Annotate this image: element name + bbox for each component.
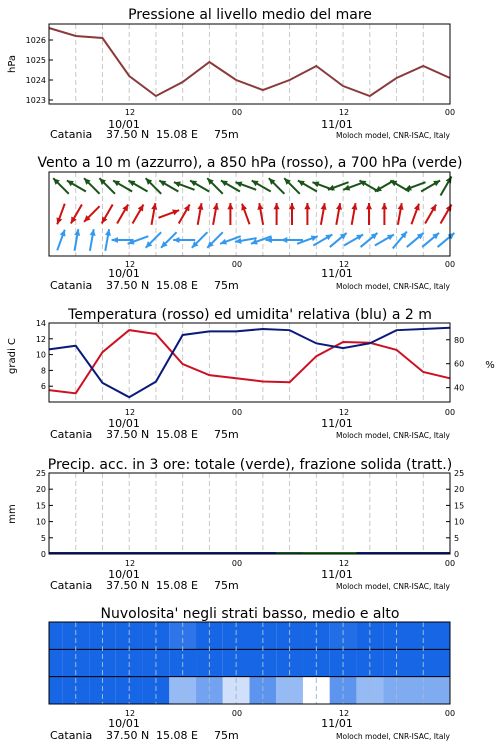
wind-arrow [71, 204, 82, 223]
wind-arrow [197, 203, 203, 225]
y-tick-label-right: 80 [454, 335, 465, 345]
model-credit: Moloch model, CNR-ISAC, Italy [336, 582, 450, 591]
location-lat: 37.50 N [106, 729, 150, 742]
time-tick-label: 12 [124, 559, 136, 568]
date-label: 10/01 [108, 118, 140, 131]
wind-arrow [179, 204, 190, 223]
wind-arrow [381, 203, 387, 225]
temperature-ylabel: gradi C [7, 338, 18, 374]
wind-arrow [146, 232, 162, 248]
location-name: Catania [50, 428, 93, 441]
location-name: Catania [50, 579, 93, 592]
wind-arrow [405, 182, 426, 190]
wind-arrow [90, 229, 96, 251]
location-alt: 75m [214, 579, 239, 592]
wind-arrow [227, 203, 233, 225]
y-tick-label: 6 [40, 382, 46, 392]
clouds-title: Nuvolosita' negli strati basso, medio e alto [100, 606, 400, 622]
time-tick-label: 00 [444, 260, 456, 269]
wind-arrow [351, 203, 357, 225]
date-label: 11/01 [321, 568, 353, 581]
y-tick-label: 20 [35, 485, 46, 495]
cloud-cell [383, 677, 450, 704]
wind-arrow [438, 233, 455, 247]
location-alt: 75m [214, 428, 239, 441]
wind-frame [49, 172, 450, 256]
temperature-title: Temperatura (rosso) ed umidita' relativa (blu) a 2 m [68, 307, 432, 323]
wind-arrow [213, 203, 219, 225]
wind-arrow [425, 204, 436, 223]
wind-arrow [128, 181, 147, 192]
wind-arrow [235, 182, 256, 190]
y-tick-label: 15 [35, 501, 46, 511]
wind-title: Vento a 10 m (azzurro), a 850 hPa (rosso), a 700 hPa (verde) [37, 155, 463, 171]
time-tick-label: 12 [338, 260, 350, 269]
location-lon: 15.08 E [156, 428, 198, 441]
wind-arrow [284, 178, 300, 194]
y-tick-label-right: 0 [454, 550, 460, 559]
y-tick-label: 1023 [25, 96, 46, 105]
cloud-cell [383, 649, 450, 676]
model-credit: Moloch model, CNR-ISAC, Italy [336, 131, 450, 140]
wind-arrow [57, 204, 65, 225]
time-tick-label: 12 [338, 108, 350, 117]
y-tick-label: 1024 [25, 76, 46, 85]
wind-arrow [158, 210, 179, 218]
location-alt: 75m [214, 279, 239, 292]
wind-arrow [99, 178, 115, 194]
wind-arrow [84, 178, 100, 194]
location-lon: 15.08 E [156, 579, 198, 592]
cloud-cell [49, 677, 62, 704]
y-tick-label: 0 [40, 550, 46, 559]
time-tick-label: 12 [338, 408, 350, 417]
wind-arrow [393, 232, 407, 249]
wind-arrow [375, 181, 394, 192]
precip-title: Precip. acc. in 3 ore: totale (verde), frazione solida (tratt.) [47, 457, 453, 473]
location-alt: 75m [214, 729, 239, 742]
wind-arrow [411, 204, 419, 225]
y-tick-label: 1026 [25, 36, 46, 45]
location-alt: 75m [214, 128, 239, 141]
wind-arrow [67, 181, 86, 192]
pressure-frame [49, 24, 450, 104]
y-tick-label-right: 20 [454, 485, 465, 495]
date-label: 11/01 [321, 267, 353, 280]
temperature-panel [7, 307, 495, 441]
model-credit: Moloch model, CNR-ISAC, Italy [336, 732, 450, 741]
wind-panel [37, 155, 462, 292]
wind-arrow [304, 203, 310, 225]
wind-arrow [422, 233, 439, 247]
time-tick-label: 12 [338, 709, 350, 718]
date-label: 10/01 [108, 568, 140, 581]
date-label: 11/01 [321, 417, 353, 430]
wind-arrow [74, 229, 80, 251]
wind-arrow [336, 203, 342, 225]
time-tick-label: 00 [444, 709, 456, 718]
wind-arrow [53, 178, 69, 194]
time-tick-label: 00 [231, 559, 243, 568]
wind-arrow [174, 182, 195, 190]
wind-arrow [366, 203, 372, 225]
location-name: Catania [50, 279, 93, 292]
humidity-ylabel: % [485, 360, 495, 371]
time-tick-label: 12 [124, 108, 136, 117]
pressure-title: Pressione al livello medio del mare [128, 7, 372, 23]
wind-arrow [321, 203, 327, 225]
model-credit: Moloch model, CNR-ISAC, Italy [336, 282, 450, 291]
date-label: 10/01 [108, 417, 140, 430]
temperature-frame [49, 323, 450, 402]
time-tick-label: 00 [231, 709, 243, 718]
wind-arrow [84, 206, 100, 222]
wind-arrow [57, 230, 65, 251]
model-credit: Moloch model, CNR-ISAC, Italy [336, 431, 450, 440]
time-tick-label: 12 [124, 709, 136, 718]
pressure-line [49, 28, 450, 96]
y-tick-label-right: 25 [454, 469, 465, 478]
date-label: 11/01 [321, 118, 353, 131]
y-tick-label: 12 [35, 334, 46, 344]
y-tick-label-right: 5 [454, 533, 460, 543]
y-tick-label: 5 [40, 533, 46, 543]
time-tick-label: 00 [231, 108, 243, 117]
wind-arrow [117, 204, 128, 223]
wind-arrow [105, 229, 111, 251]
time-tick-label: 00 [444, 408, 456, 417]
time-tick-label: 00 [231, 260, 243, 269]
wind-arrow [241, 204, 249, 225]
date-label: 10/01 [108, 267, 140, 280]
wind-arrow [344, 235, 363, 246]
location-name: Catania [50, 128, 93, 141]
location-lat: 37.50 N [106, 279, 150, 292]
location-lat: 37.50 N [106, 128, 150, 141]
date-label: 10/01 [108, 717, 140, 730]
date-label: 11/01 [321, 717, 353, 730]
wind-arrow [146, 178, 162, 194]
time-tick-label: 00 [444, 559, 456, 568]
y-tick-label: 25 [35, 469, 46, 478]
wind-arrow [274, 203, 280, 225]
y-tick-label: 8 [40, 366, 46, 376]
location-lat: 37.50 N [106, 579, 150, 592]
y-tick-label: 1025 [25, 56, 46, 65]
wind-arrow [359, 181, 378, 192]
y-tick-label-right: 40 [454, 383, 465, 393]
wind-arrow [398, 203, 404, 225]
time-tick-label: 12 [124, 260, 136, 269]
pressure-ylabel: hPa [7, 54, 18, 74]
y-tick-label-right: 10 [454, 517, 465, 527]
clouds-panel [49, 606, 455, 742]
y-tick-label: 10 [35, 350, 46, 360]
cloud-cell [49, 649, 62, 676]
location-lat: 37.50 N [106, 428, 150, 441]
y-tick-label: 10 [35, 517, 46, 527]
y-tick-label-right: 15 [454, 501, 465, 511]
y-tick-label-right: 60 [454, 359, 465, 369]
wind-arrow [173, 237, 195, 243]
location-name: Catania [50, 729, 93, 742]
wind-arrow [407, 233, 424, 247]
location-lon: 15.08 E [156, 279, 198, 292]
humidity-line [49, 328, 450, 397]
time-tick-label: 00 [444, 108, 456, 117]
temperature-line [49, 330, 450, 393]
time-tick-label: 12 [124, 408, 136, 417]
location-lon: 15.08 E [156, 128, 198, 141]
wind-arrow [102, 204, 113, 223]
y-tick-label: 14 [35, 319, 46, 328]
time-tick-label: 00 [231, 408, 243, 417]
cloud-cell [49, 622, 62, 649]
precip-ylabel: mm [7, 504, 18, 524]
precip-frame [49, 473, 450, 554]
cloud-cell [383, 622, 450, 649]
wind-arrow [133, 204, 144, 223]
pressure-panel [7, 7, 455, 141]
wind-arrow [375, 235, 394, 246]
wind-arrow [269, 178, 285, 194]
location-lon: 15.08 E [156, 729, 198, 742]
time-tick-label: 12 [338, 559, 350, 568]
precip-panel [7, 457, 464, 592]
